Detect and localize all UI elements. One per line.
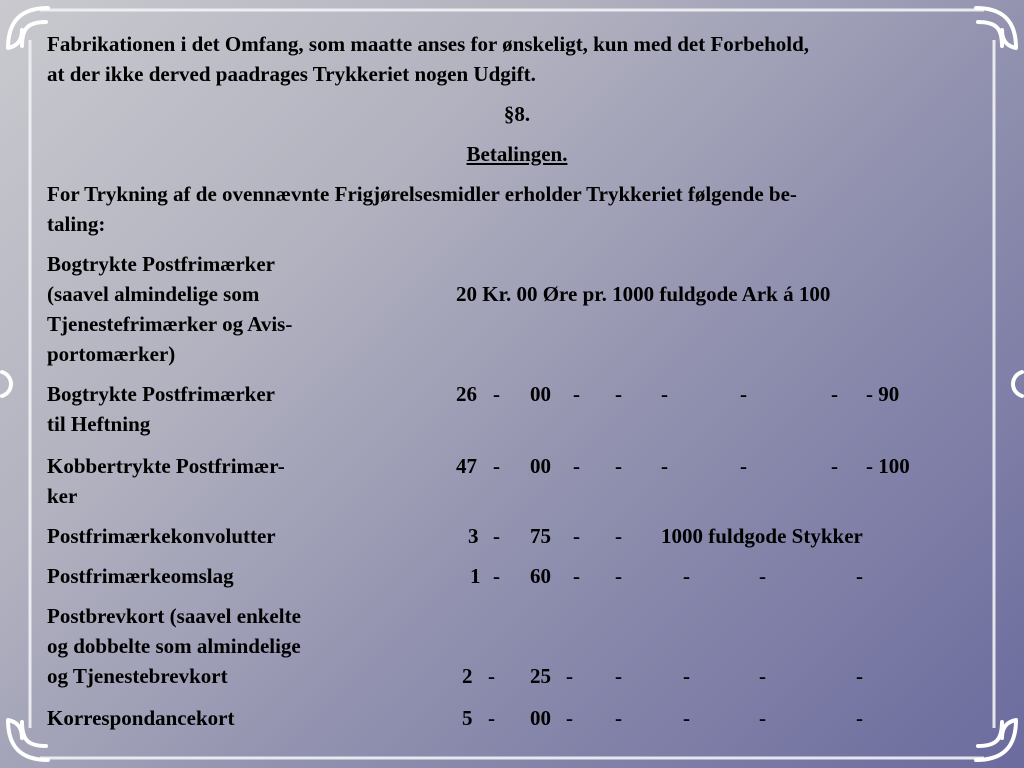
row-3-sep: - [493,524,500,548]
row-0-label-2: (saavel almindelige som [47,282,260,306]
row-1-label-1: Bogtrykte Postfrimærker [47,382,276,406]
row-1-ditto-3: - [661,382,668,406]
row-5-ditto-2: - [615,664,622,688]
row-2-ditto-4: - [740,454,747,478]
row-4-ditto-2: - [615,564,622,588]
row-3-ore: 75 [530,524,551,548]
row-2-label-2: ker [47,484,78,508]
row-4-label-1: Postfrimærkeomslag [47,564,234,588]
row-4-ditto-4: - [759,564,766,588]
row-6-ditto-5: - [856,706,863,730]
row-4-sep: - [493,564,500,588]
row-3-ditto-1: - [573,524,580,548]
section-body-line-1: For Trykning af de ovennævnte Frigjørelsesmidler erholder Trykkeriet følgende be- [47,182,797,206]
row-3-unit: 1000 fuldgode Stykker [661,524,863,548]
row-1-ditto-4: - [740,382,747,406]
row-4-ore: 60 [530,564,551,588]
row-1-kr: 26 [456,382,477,406]
intro-line-1: Fabrikationen i det Omfang, som maatte anses for ønskeligt, kun med det Forbehold, [47,32,810,56]
row-0-label-4: portomærker) [47,342,176,366]
row-2-qty: - 100 [866,454,910,478]
row-3-ditto-2: - [615,524,622,548]
row-5-label-3: og Tjenestebrevkort [47,664,228,688]
row-1-qty: - 90 [866,382,900,406]
row-1-ore: 00 [530,382,551,406]
row-6-ore: 00 [530,706,551,730]
row-5-ditto-3: - [683,664,690,688]
row-4-ditto-1: - [573,564,580,588]
row-5-ditto-1: - [566,664,573,688]
row-5-ditto-5: - [856,664,863,688]
row-5-sep: - [488,664,495,688]
row-2-kr: 47 [456,454,477,478]
row-2-ditto-1: - [573,454,580,478]
row-4-ditto-3: - [683,564,690,588]
row-5-ditto-4: - [759,664,766,688]
row-6-ditto-4: - [759,706,766,730]
row-1-label-2: til Heftning [47,412,151,436]
row-2-ditto-5: - [831,454,838,478]
row-1-ditto-5: - [831,382,838,406]
row-2-sep: - [493,454,500,478]
row-3-kr: 3 [468,524,479,548]
row-1-sep: - [493,382,500,406]
intro-line-2: at der ikke derved paadrages Trykkeriet nogen Udgift. [47,62,536,86]
section-body-line-2: taling: [47,212,106,236]
section-title: Betalingen. [466,142,568,166]
section-number: §8. [503,102,531,126]
row-5-kr: 2 [462,664,473,688]
row-2-ditto-3: - [661,454,668,478]
row-5-ore: 25 [530,664,551,688]
row-2-ore: 00 [530,454,551,478]
row-6-ditto-3: - [683,706,690,730]
row-6-kr: 5 [462,706,473,730]
row-3-label-1: Postfrimærkekonvolutter [47,524,276,548]
row-4-ditto-5: - [856,564,863,588]
row-6-label-1: Korrespondancekort [47,706,235,730]
row-5-label-2: og dobbelte som almindelige [47,634,301,658]
row-2-label-1: Kobbertrykte Postfrimær- [47,454,285,478]
row-0-price: 20 Kr. 00 Øre pr. 1000 fuldgode Ark á 100 [456,282,831,306]
row-0-label-3: Tjenestefrimærker og Avis- [47,312,293,336]
row-0-label-1: Bogtrykte Postfrimærker [47,252,276,276]
row-6-ditto-1: - [566,706,573,730]
row-1-ditto-1: - [573,382,580,406]
row-5-label-1: Postbrevkort (saavel enkelte [47,604,301,628]
row-1-ditto-2: - [615,382,622,406]
row-6-sep: - [488,706,495,730]
row-6-ditto-2: - [615,706,622,730]
row-2-ditto-2: - [615,454,622,478]
row-4-kr: 1 [470,564,481,588]
